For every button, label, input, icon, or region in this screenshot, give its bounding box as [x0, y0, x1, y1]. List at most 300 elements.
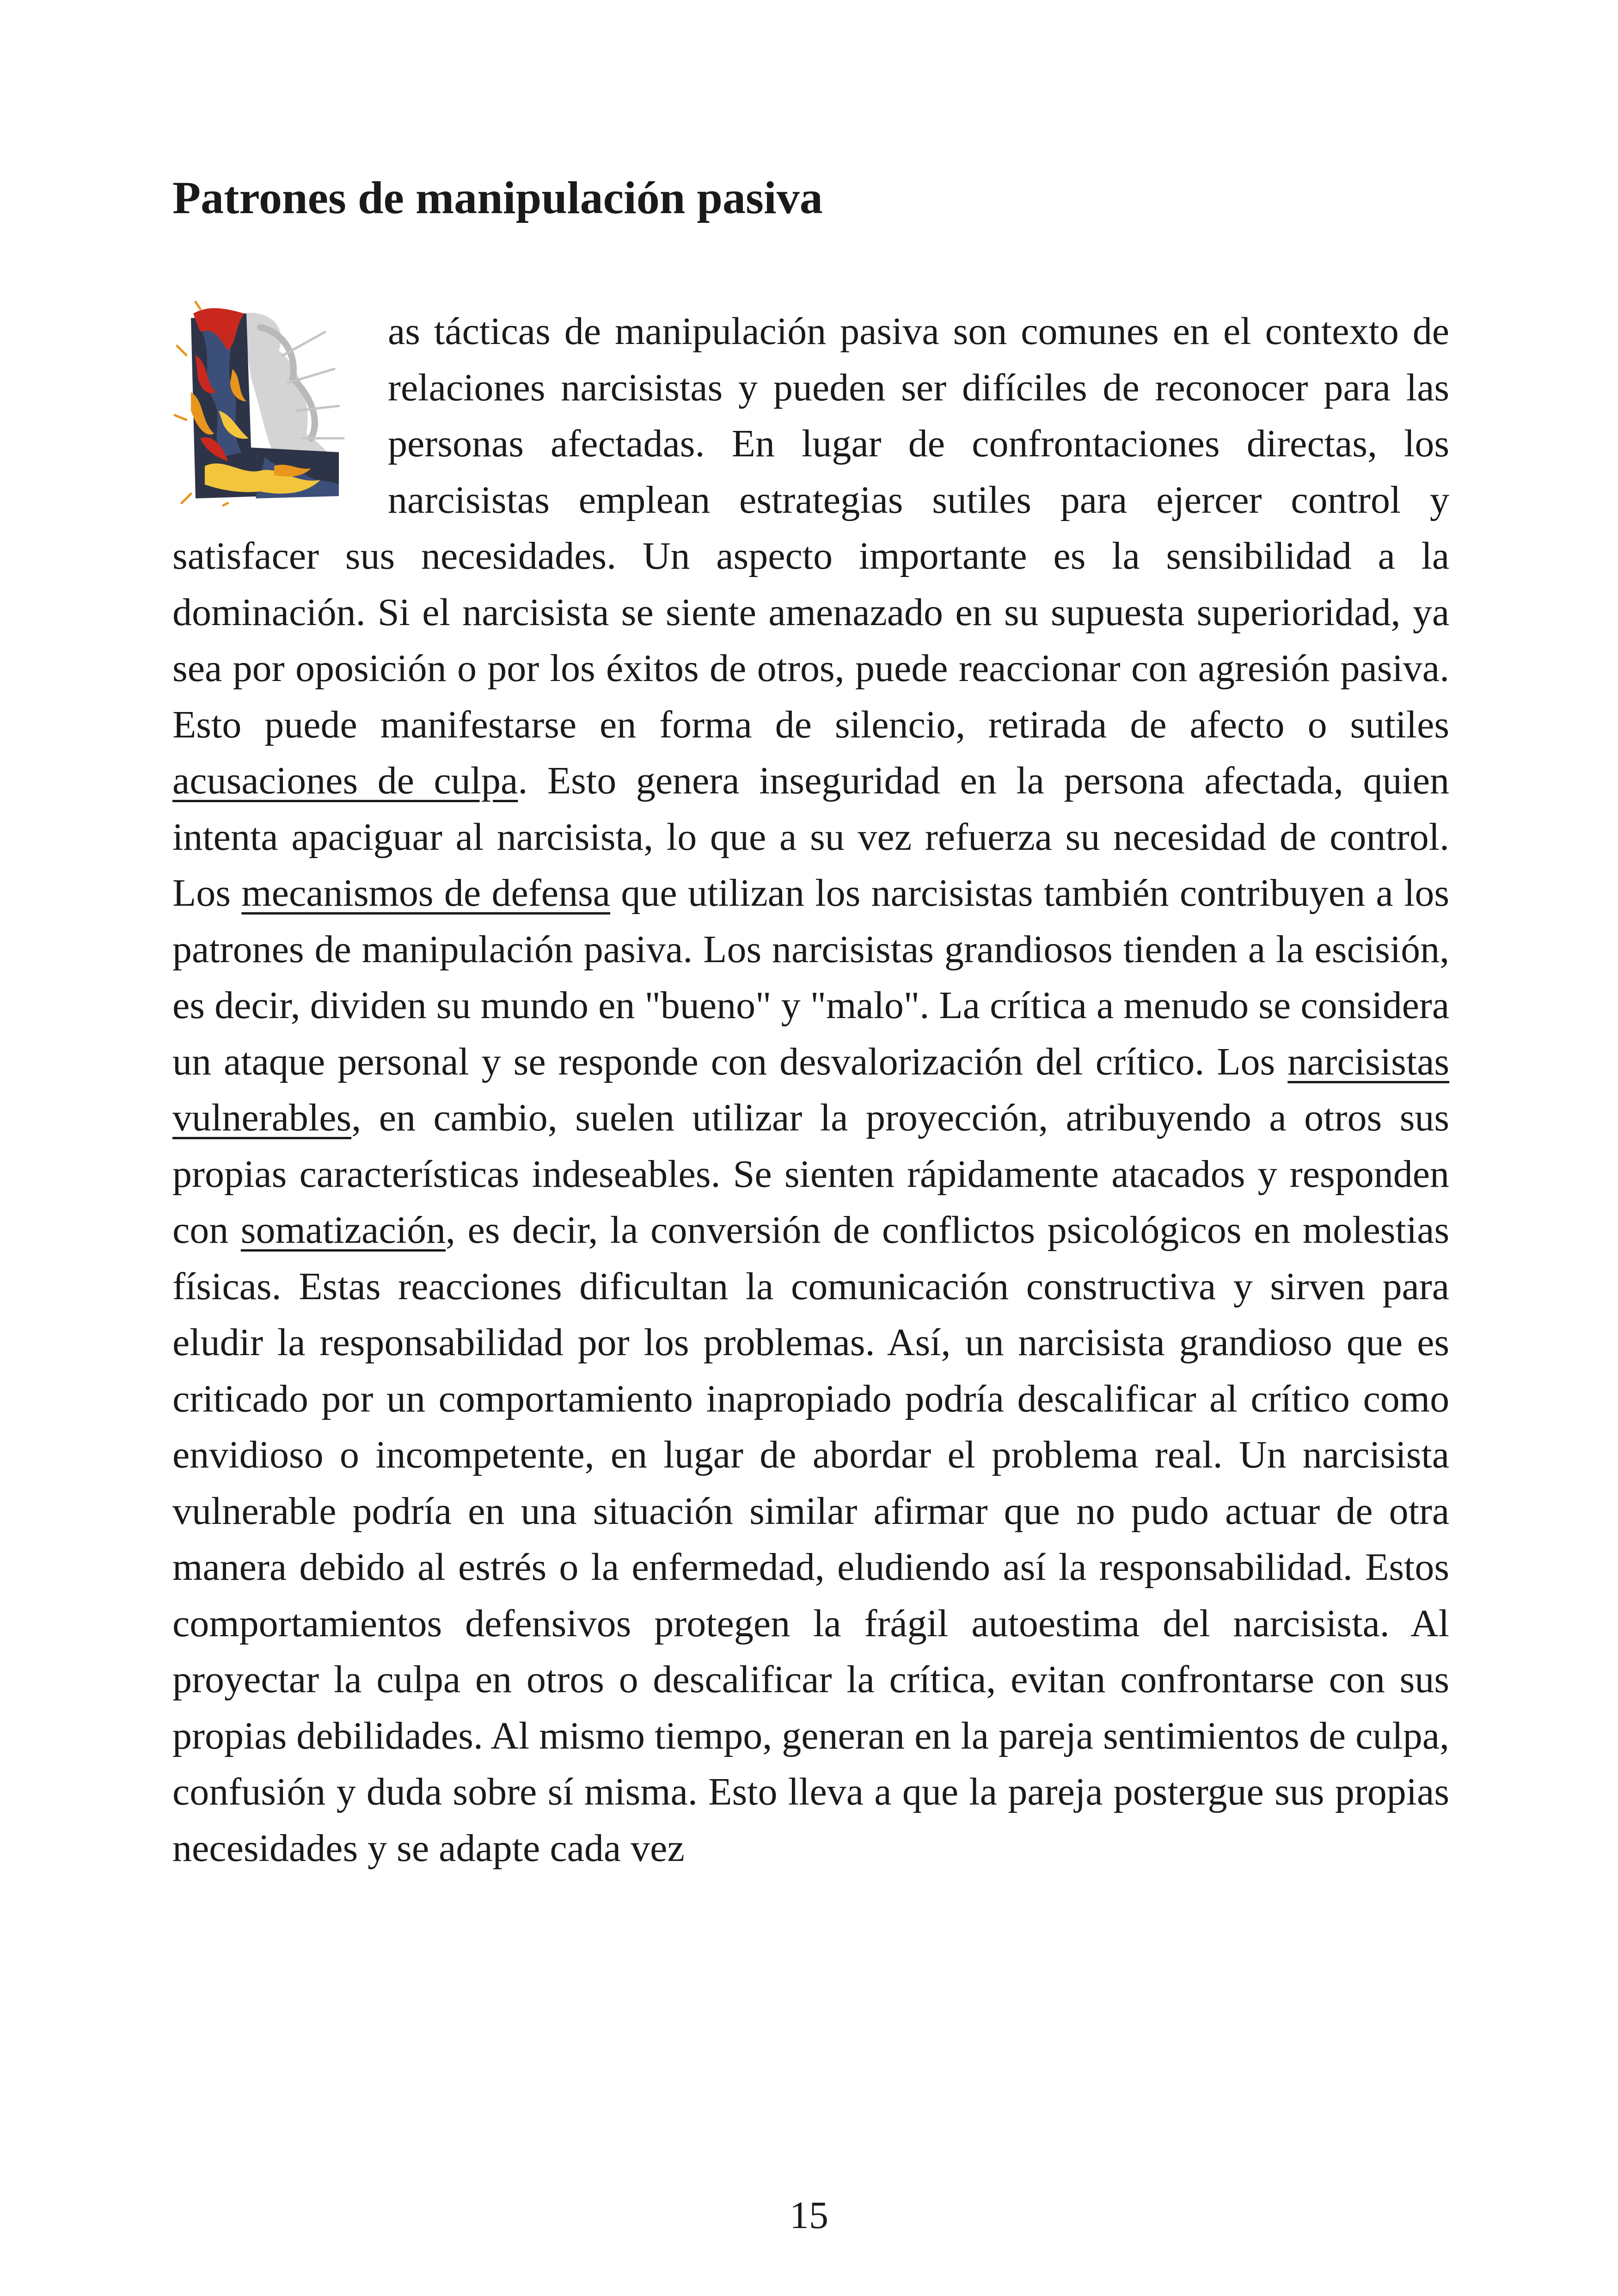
- body-word: vez: [631, 1826, 685, 1870]
- body-word: los: [644, 1321, 689, 1364]
- body-word: por: [487, 647, 539, 690]
- body-word: importante: [858, 534, 1027, 577]
- body-word: intenta: [172, 815, 278, 859]
- body-word: enfermedad,: [631, 1546, 825, 1589]
- body-word: protegen: [654, 1602, 791, 1645]
- body-word: sus: [1275, 1770, 1324, 1813]
- body-word: los: [1404, 422, 1450, 465]
- body-word: la: [333, 1658, 362, 1701]
- body-word: es: [1053, 534, 1086, 577]
- body-word: dominación.: [172, 590, 366, 634]
- body-word: la: [1112, 534, 1140, 577]
- body-word: es: [172, 984, 205, 1027]
- body-word: por: [233, 647, 285, 690]
- body-word: la: [1016, 759, 1044, 802]
- body-word: aspecto: [716, 534, 833, 577]
- body-word: al: [1209, 1377, 1238, 1420]
- body-word: difíciles: [962, 366, 1087, 409]
- body-word: culpa,: [1355, 1714, 1449, 1757]
- body-word: una: [521, 1489, 577, 1533]
- body-word: debilidades.: [296, 1714, 483, 1757]
- body-word: "malo".: [810, 984, 930, 1027]
- body-word: por: [577, 1321, 630, 1364]
- body-word: reconocer: [1155, 366, 1308, 409]
- body-word: así: [1003, 1546, 1046, 1589]
- body-word: el: [947, 1433, 976, 1476]
- body-word: Esto: [547, 759, 617, 802]
- body-word: contribuyen: [1179, 872, 1366, 915]
- body-word: personas: [388, 422, 524, 465]
- body-word: en: [610, 1433, 648, 1476]
- body-word: amenazado: [768, 590, 944, 634]
- body-word: utilizan: [688, 872, 804, 915]
- body-word: sea: [172, 647, 222, 690]
- body-word: pudo: [1131, 1489, 1209, 1533]
- body-word: también: [1043, 872, 1169, 915]
- body-word: de: [564, 310, 601, 353]
- body-word: silencio,: [834, 703, 966, 746]
- body-word: sirven: [1270, 1265, 1365, 1308]
- body-word: proyección,: [865, 1096, 1048, 1139]
- body-word: en: [1172, 310, 1210, 353]
- body-word: y: [781, 984, 801, 1027]
- body-word: Estos: [1365, 1546, 1450, 1589]
- body-word: la: [277, 1321, 306, 1364]
- body-word: sobre: [453, 1770, 537, 1813]
- body-word: responsabilidad: [319, 1321, 564, 1364]
- body-word: necesidad: [1113, 815, 1267, 859]
- body-word: a: [1097, 984, 1114, 1027]
- body-word: sensibilidad: [1166, 534, 1352, 577]
- body-word: con: [1131, 647, 1188, 690]
- body-word: grandioso: [1179, 1321, 1332, 1364]
- body-word: a: [1248, 927, 1266, 971]
- body-word: o: [457, 647, 477, 690]
- body-word: se: [397, 1826, 429, 1870]
- body-word: afirmar: [873, 1489, 988, 1533]
- body-word: forma: [659, 703, 752, 746]
- body-word: genera: [636, 759, 740, 802]
- body-word: sentimientos: [1103, 1714, 1299, 1757]
- body-word: narcisista: [1302, 1433, 1450, 1476]
- body-word: lleva: [788, 1770, 864, 1813]
- body-word: otros: [526, 1658, 604, 1701]
- body-word: narcisistas: [388, 478, 550, 522]
- body-word: Si: [377, 590, 410, 634]
- body-word: inseguridad: [759, 759, 940, 802]
- body-word: en: [600, 703, 637, 746]
- body-word: vulnerable: [172, 1489, 337, 1533]
- body-word: actuar: [1225, 1489, 1320, 1533]
- body-word: dificultan: [579, 1265, 729, 1308]
- body-word: comunes: [1021, 310, 1159, 353]
- body-word: responden: [1289, 1152, 1449, 1196]
- body-word: de: [1412, 310, 1450, 353]
- body-word: ser: [901, 366, 947, 409]
- inline-link[interactable]: narcisistas vulnerables: [172, 1040, 1450, 1139]
- body-word: defensivos: [465, 1602, 631, 1645]
- body-word: su: [810, 815, 845, 859]
- body-word: la: [610, 1209, 638, 1252]
- body-word: siente: [666, 590, 756, 634]
- body-word: frágil: [864, 1602, 949, 1645]
- body-word: refuerza: [925, 815, 1052, 859]
- body-word: se: [1258, 984, 1291, 1027]
- body-word: son: [953, 310, 1007, 353]
- body-word: relaciones: [388, 366, 545, 409]
- body-word: por: [321, 1377, 374, 1420]
- body-word: necesidades.: [421, 534, 617, 577]
- body-word: mundo: [480, 984, 589, 1027]
- page-number: 15: [790, 2194, 828, 2237]
- body-word: comportamientos: [172, 1602, 442, 1645]
- body-word: pareja: [1008, 1770, 1103, 1813]
- body-word: atacados: [1111, 1152, 1245, 1196]
- body-word: molestias: [1302, 1209, 1450, 1252]
- body-word: Un: [642, 534, 690, 577]
- body-word: eludir: [172, 1321, 263, 1364]
- body-word: la: [1275, 927, 1304, 971]
- body-word: evitan: [1011, 1658, 1106, 1701]
- body-word: no: [1076, 1489, 1115, 1533]
- body-word: cambio,: [433, 1096, 558, 1139]
- body-word: sutiles: [1350, 703, 1450, 746]
- body-word: pasiva.: [1340, 647, 1450, 690]
- body-word: el: [1223, 310, 1251, 353]
- body-word: Los: [1217, 1040, 1275, 1083]
- body-word: retirada: [988, 703, 1107, 746]
- body-word: pueden: [773, 366, 886, 409]
- body-word: personal: [337, 1040, 469, 1083]
- body-word: de: [833, 1209, 870, 1252]
- body-word: la: [1421, 534, 1450, 577]
- body-word: que: [710, 815, 766, 859]
- body-word: manifestarse: [380, 703, 577, 746]
- body-word: de: [1130, 703, 1167, 746]
- body-word: psicológicos: [1047, 1209, 1242, 1252]
- body-word: comunicación: [791, 1265, 1009, 1308]
- body-word: en: [960, 759, 997, 802]
- body-word: o: [559, 1546, 579, 1589]
- body-word: propias: [172, 1152, 287, 1196]
- body-word: suelen: [575, 1096, 674, 1139]
- body-word: crítico: [1250, 1377, 1350, 1420]
- body-word: a: [1269, 1096, 1287, 1139]
- body-word: sus: [345, 534, 395, 577]
- body-word: menudo: [1123, 984, 1249, 1027]
- body-word: con: [1329, 1658, 1385, 1701]
- body-word: de: [1309, 1714, 1346, 1757]
- body-word: su: [436, 984, 471, 1027]
- drop-cap-illustration: [172, 300, 376, 517]
- body-word: tácticas: [434, 310, 551, 353]
- body-word: Un: [1238, 1433, 1287, 1476]
- body-word: de: [775, 703, 812, 746]
- body-word: estrategias: [739, 478, 903, 522]
- body-word: la: [969, 1770, 998, 1813]
- body-word: La: [939, 984, 980, 1027]
- body-word: éxitos: [606, 647, 699, 690]
- body-word: adapte: [439, 1826, 540, 1870]
- body-word: se: [513, 1040, 546, 1083]
- body-word: abordar: [812, 1433, 932, 1476]
- body-word: necesidades: [172, 1826, 358, 1870]
- body-word: y: [738, 366, 758, 409]
- body-word: grandiosos: [944, 927, 1113, 971]
- body-word: es: [467, 1209, 500, 1252]
- inline-link[interactable]: acusaciones de culpa: [172, 759, 518, 802]
- body-word: considera: [1300, 984, 1450, 1027]
- body-word: responde: [558, 1040, 699, 1083]
- body-word: manipulación: [614, 310, 827, 353]
- body-word: satisfacer: [172, 534, 319, 577]
- body-word: similar: [749, 1489, 858, 1533]
- section-title: Patrones de manipulación pasiva: [172, 172, 823, 223]
- body-word: a: [1376, 872, 1393, 915]
- body-word: sienten: [784, 1152, 895, 1196]
- body-word: cada: [550, 1826, 621, 1870]
- body-word: lugar: [663, 1433, 743, 1476]
- body-word: la: [813, 1602, 841, 1645]
- body-word: proyectar: [172, 1658, 319, 1701]
- body-word: un: [386, 1377, 425, 1420]
- body-word: sus: [1399, 1096, 1450, 1139]
- body-word: al: [455, 815, 484, 859]
- body-word: responsabilidad.: [1099, 1546, 1353, 1589]
- body-word: o: [339, 1433, 359, 1476]
- body-word: decir,: [215, 984, 300, 1027]
- body-word: propias: [1335, 1770, 1450, 1813]
- body-word: Esto: [172, 703, 242, 746]
- body-word: indeseables.: [532, 1152, 721, 1196]
- body-word: lugar: [802, 422, 882, 465]
- body-word: ejercer: [1156, 478, 1262, 522]
- body-word: en: [955, 590, 992, 634]
- body-word: persona: [1064, 759, 1185, 802]
- body-word: ya: [1412, 590, 1450, 634]
- body-word: en: [468, 1489, 505, 1533]
- body-word: la: [1058, 1546, 1087, 1589]
- body-word: comportamiento: [438, 1377, 693, 1420]
- body-word: envidioso: [172, 1433, 324, 1476]
- body-word: del: [1036, 1040, 1083, 1083]
- body-word: la: [846, 1658, 875, 1701]
- body-word: confrontaciones: [972, 422, 1220, 465]
- body-word: constructiva: [1026, 1265, 1216, 1308]
- body-word: lo: [666, 815, 697, 859]
- body-word: la: [820, 1096, 848, 1139]
- body-word: otra: [1389, 1489, 1450, 1533]
- body-word: emplean: [578, 478, 711, 522]
- body-word: superioridad,: [1196, 590, 1401, 634]
- body-word: con: [711, 1040, 767, 1083]
- body-word: de: [908, 422, 945, 465]
- body-word: utilizar: [692, 1096, 803, 1139]
- body-word: es: [1417, 1321, 1450, 1364]
- body-word: o: [619, 1658, 638, 1701]
- body-word: oposición: [295, 647, 447, 690]
- body-word: contexto: [1265, 310, 1399, 353]
- body-word: generan: [782, 1714, 905, 1757]
- body-word: afecto: [1189, 703, 1285, 746]
- body-word: y: [1257, 1152, 1277, 1196]
- body-word: podría: [905, 1377, 1004, 1420]
- inline-link[interactable]: mecanismos de defensa: [241, 872, 611, 915]
- body-word: pareja: [998, 1714, 1094, 1757]
- body-word: reaccionar: [958, 647, 1121, 690]
- body-word: "bueno": [644, 984, 772, 1027]
- body-word: afectada,: [1204, 759, 1343, 802]
- body-word: la: [745, 1265, 774, 1308]
- body-word: incompetente,: [375, 1433, 594, 1476]
- body-word: dividen: [310, 984, 427, 1027]
- body-word: su: [1065, 815, 1100, 859]
- body-word: otros: [1304, 1096, 1382, 1139]
- body-word: directas,: [1246, 422, 1377, 465]
- body-word: el: [422, 590, 450, 634]
- body-word: al: [417, 1546, 446, 1589]
- body-word: supuesta: [1051, 590, 1185, 634]
- body-word: a: [1378, 534, 1395, 577]
- body-word: narcisista: [1018, 1321, 1165, 1364]
- body-word: narcisistas: [772, 927, 934, 971]
- body-word: vez: [858, 815, 912, 859]
- body-word: control: [1291, 478, 1401, 522]
- body-word: puede: [264, 703, 357, 746]
- body-word: de: [1280, 815, 1317, 859]
- body-word: escisión,: [1314, 927, 1450, 971]
- inline-link[interactable]: somatización: [240, 1209, 446, 1252]
- body-word: en: [598, 984, 635, 1027]
- body-word: narcisistas: [561, 366, 723, 409]
- body-word: se: [621, 590, 654, 634]
- body-word: problemas.: [703, 1321, 875, 1364]
- body-word: rápidamente: [907, 1152, 1099, 1196]
- body-word: manipulación: [362, 927, 573, 971]
- punctuation: .: [518, 759, 528, 802]
- body-word: debido: [299, 1546, 405, 1589]
- body-word: los: [815, 872, 861, 915]
- body-word: otros,: [757, 647, 845, 690]
- body-word: estrés: [458, 1546, 547, 1589]
- body-word: Los: [172, 872, 231, 915]
- body-word: las: [1406, 366, 1450, 409]
- body-word: afectadas.: [551, 422, 705, 465]
- body-word: crítica,: [889, 1658, 996, 1701]
- body-word: que: [1004, 1489, 1060, 1533]
- body-word: a: [779, 815, 797, 859]
- body-word: propias: [172, 1714, 287, 1757]
- punctuation: ,: [351, 1096, 362, 1139]
- body-word: narcisista,: [496, 815, 654, 859]
- body-word: atribuyendo: [1066, 1096, 1251, 1139]
- body-word: del: [1163, 1602, 1210, 1645]
- body-word: tiempo,: [654, 1714, 772, 1757]
- body-word: narcisista.: [1233, 1602, 1390, 1645]
- body-word: autoestima: [971, 1602, 1140, 1645]
- body-word: de: [709, 647, 747, 690]
- body-word: decir,: [512, 1209, 598, 1252]
- body-word: eludiendo: [837, 1546, 991, 1589]
- body-word: narcisista: [462, 590, 609, 634]
- body-word: reacciones: [398, 1265, 562, 1308]
- body-word: los: [550, 647, 595, 690]
- body-word: y: [336, 1770, 356, 1813]
- body-word: duda: [366, 1770, 442, 1813]
- body-word: crítica: [990, 984, 1087, 1027]
- body-word: confrontarse: [1120, 1658, 1314, 1701]
- body-word: o: [1307, 703, 1327, 746]
- body-word: crítico.: [1095, 1040, 1205, 1083]
- body-word: patrones: [172, 927, 304, 971]
- body-word: as: [388, 310, 420, 353]
- body-word: puede: [855, 647, 948, 690]
- body-word: podría: [352, 1489, 452, 1533]
- body-word: mismo: [539, 1714, 645, 1757]
- body-word: en: [1254, 1209, 1291, 1252]
- body-word: descalificar: [653, 1658, 832, 1701]
- body-word: Se: [733, 1152, 772, 1196]
- body-word: sus: [1399, 1658, 1450, 1701]
- body-word: características: [299, 1152, 520, 1196]
- body-word: sutiles: [932, 478, 1031, 522]
- body-word: tienden: [1123, 927, 1238, 971]
- body-word: con: [172, 1209, 229, 1252]
- body-word: a: [874, 1770, 892, 1813]
- body-word: para: [1382, 1265, 1449, 1308]
- body-word: Al: [490, 1714, 530, 1757]
- body-word: y: [1430, 478, 1449, 522]
- body-word: inapropiado: [706, 1377, 892, 1420]
- body-word: que: [1346, 1321, 1403, 1364]
- body-word: culpa: [376, 1658, 461, 1701]
- body-word: situación: [593, 1489, 734, 1533]
- punctuation: ,: [445, 1209, 455, 1252]
- body-word: postergue: [1113, 1770, 1264, 1813]
- body-paragraph: [172, 303, 1449, 1876]
- body-word: la: [961, 1714, 989, 1757]
- body-word: la: [591, 1546, 619, 1589]
- body-word: en: [914, 1714, 951, 1757]
- body-word: que: [621, 872, 677, 915]
- body-word: y: [368, 1826, 387, 1870]
- body-word: quien: [1363, 759, 1450, 802]
- body-word: En: [731, 422, 775, 465]
- body-word: como: [1363, 1377, 1450, 1420]
- body-word: agresión: [1198, 647, 1330, 690]
- body-word: sí: [547, 1770, 574, 1813]
- body-word: conflictos: [882, 1209, 1036, 1252]
- body-word: narcisistas: [871, 872, 1033, 915]
- body-text-flow: [172, 310, 1449, 1870]
- body-word: conversión: [650, 1209, 821, 1252]
- body-word: Estas: [299, 1265, 381, 1308]
- body-word: apaciguar: [291, 815, 442, 859]
- body-word: que: [902, 1770, 959, 1813]
- body-word: Los: [703, 927, 762, 971]
- body-word: un: [172, 1040, 211, 1083]
- body-word: pasiva.: [583, 927, 693, 971]
- body-word: pasiva: [840, 310, 939, 353]
- body-word: Así,: [887, 1321, 951, 1364]
- body-word: en: [475, 1658, 512, 1701]
- body-word: Al: [1410, 1602, 1449, 1645]
- body-word: de: [760, 1433, 797, 1476]
- body-word: descalificar: [1017, 1377, 1196, 1420]
- body-word: ataque: [223, 1040, 325, 1083]
- body-word: para: [1060, 478, 1128, 522]
- body-word: real.: [1154, 1433, 1223, 1476]
